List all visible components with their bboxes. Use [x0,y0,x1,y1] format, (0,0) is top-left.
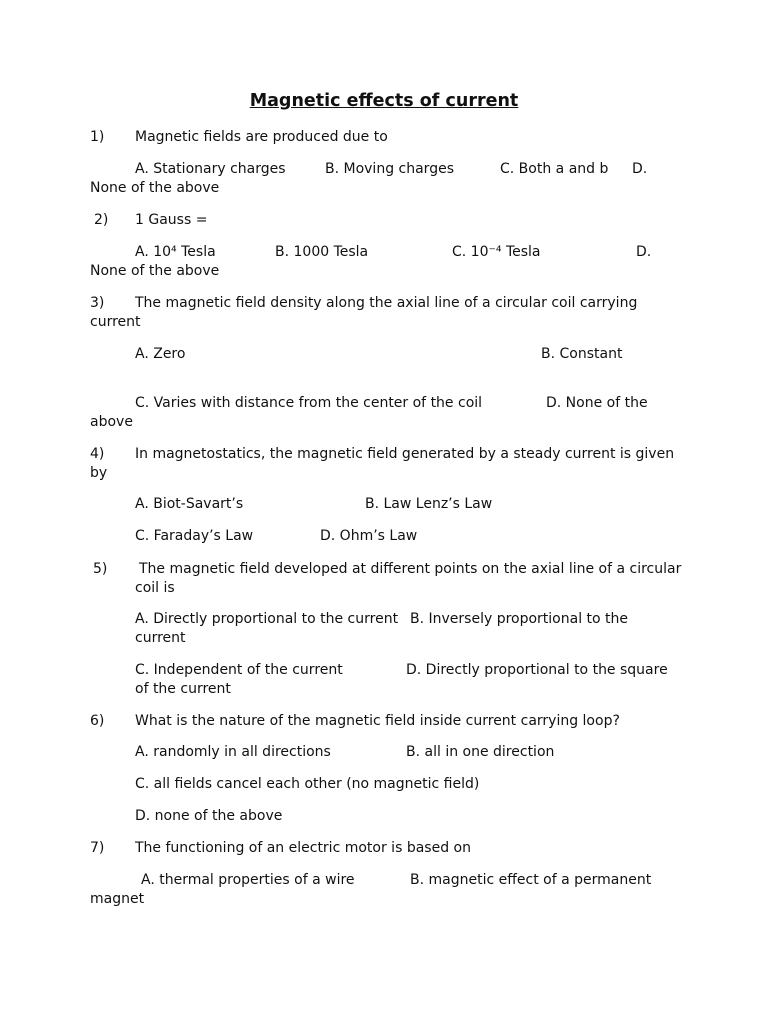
question-7-number: 7) [90,840,105,856]
question-5-option-d-line-2: of the current [135,681,231,697]
question-6-number: 6) [90,713,105,729]
question-2-number: 2) [94,212,109,228]
question-1-option-d-label: D. [632,161,648,177]
question-2-option-a: A. 10⁴ Tesla [135,244,216,260]
question-5-option-b-line-2: current [135,630,186,646]
question-3-option-b: B. Constant [541,346,623,362]
question-4-number: 4) [90,446,105,462]
question-3-option-d-line-2: above [90,414,133,430]
question-2-option-d-label: D. [636,244,652,260]
question-1-text: Magnetic fields are produced due to [135,129,388,145]
question-4-option-a: A. Biot-Savart’s [135,496,244,512]
question-4-text-line-2: by [90,465,108,481]
question-4-option-c: C. Faraday’s Law [135,528,254,544]
question-4-text-line-1: In magnetostatics, the magnetic field generated by a steady current is given [135,446,675,462]
question-3-option-c: C. Varies with distance from the center of the coil [135,395,483,411]
question-5-text-line-1: The magnetic field developed at different points on the axial line of a circular [139,561,682,577]
question-3-option-a: A. Zero [135,346,186,362]
question-5-number: 5) [93,561,108,577]
question-5-option-a: A. Directly proportional to the current [135,611,399,627]
question-2-text: 1 Gauss = [135,212,208,228]
question-2-option-b: B. 1000 Tesla [275,244,369,260]
question-6-option-b: B. all in one direction [406,744,555,760]
question-5-option-d-line-1: D. Directly proportional to the square [406,662,668,678]
question-6-option-a: A. randomly in all directions [135,744,331,760]
question-1-number: 1) [90,129,105,145]
question-7-option-a: A. thermal properties of a wire [141,872,355,888]
question-1-option-c: C. Both a and b [500,161,609,177]
question-2-option-d-text: None of the above [90,263,220,279]
question-6-option-d: D. none of the above [135,808,283,824]
question-7-option-b-line-1: B. magnetic effect of a permanent [410,872,652,888]
question-6-text: What is the nature of the magnetic field inside current carrying loop? [135,713,620,729]
question-5-text-line-2: coil is [135,580,175,596]
question-3-text-line-2: current [90,314,141,330]
question-3-text-line-1: The magnetic field density along the axial line of a circular coil carrying [135,295,638,311]
question-2-option-c: C. 10⁻⁴ Tesla [452,244,541,260]
question-4-option-b: B. Law Lenz’s Law [365,496,493,512]
page-title: Magnetic effects of current [249,91,519,111]
question-4-option-d: D. Ohm’s Law [320,528,418,544]
question-1-option-a: A. Stationary charges [135,161,286,177]
question-3-number: 3) [90,295,105,311]
question-6-option-c: C. all fields cancel each other (no magnetic field) [135,776,480,792]
question-1-option-b: B. Moving charges [325,161,454,177]
question-5-option-c: C. Independent of the current [135,662,343,678]
question-5-option-b-line-1: B. Inversely proportional to the [410,611,629,627]
question-3-option-d-line-1: D. None of the [546,395,648,411]
question-1-option-d-text: None of the above [90,180,220,196]
question-7-text: The functioning of an electric motor is based on [135,840,471,856]
question-7-option-b-line-2: magnet [90,891,145,907]
